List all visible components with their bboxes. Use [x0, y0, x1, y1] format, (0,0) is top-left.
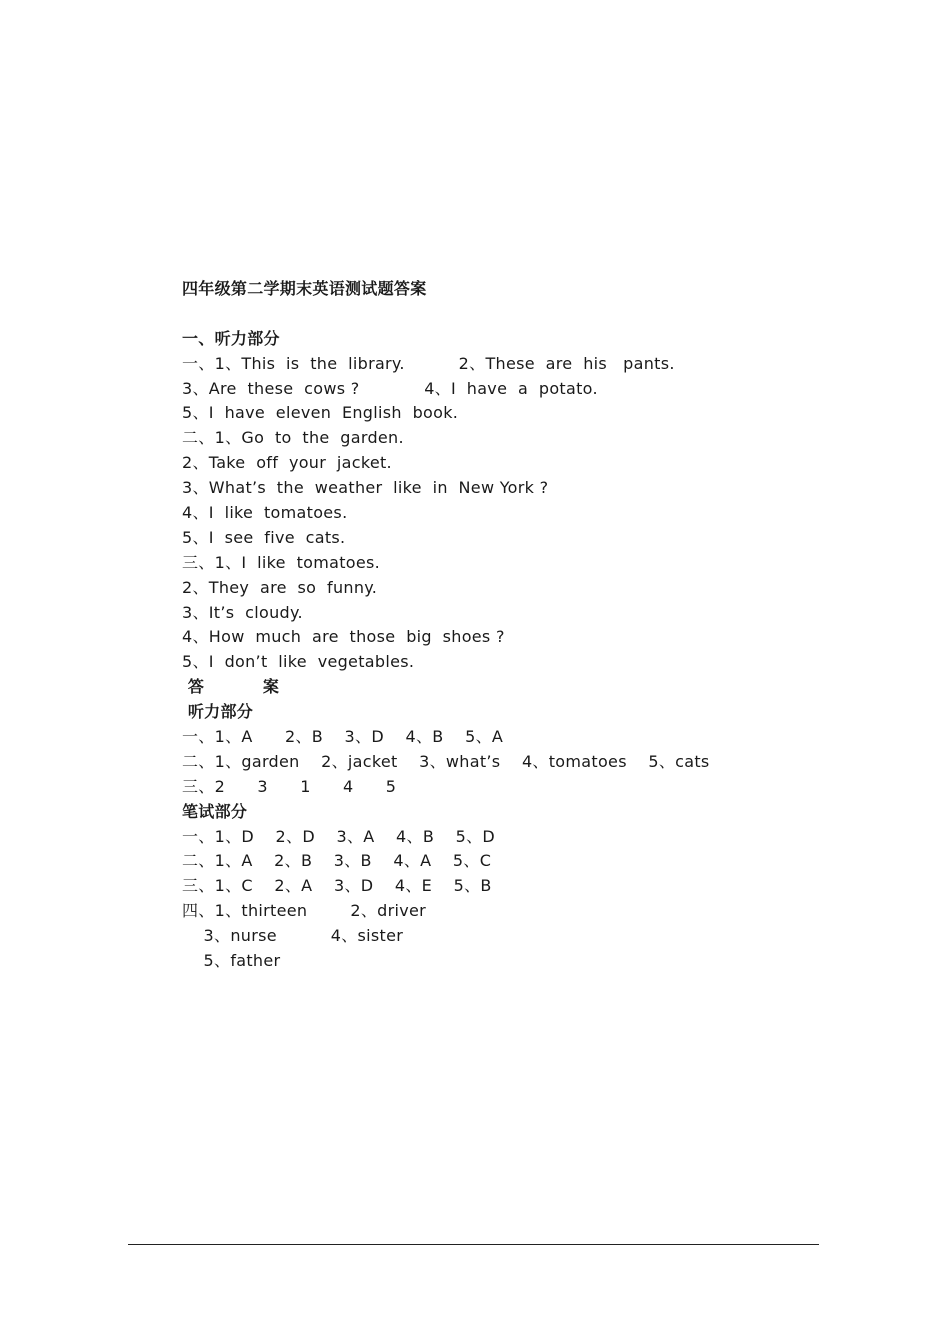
blank-line — [182, 302, 822, 327]
listening-line: 2、Take off your jacket. — [182, 453, 392, 473]
document-title: 四年级第二学期末英语测试题答案 — [182, 279, 427, 298]
answer-line: 二、1、garden 2、jacket 3、what’s 4、tomatoes 5、cats — [182, 751, 710, 771]
listening-line: 5、I see five cats. — [182, 527, 346, 547]
answer-line: 一、1、A 2、B 3、D 4、B 5、A — [182, 727, 504, 747]
listening-line: 5、I don’t like vegetables. — [182, 652, 415, 672]
listening-line: 3、What’s the weather like in New York ? — [182, 478, 549, 498]
answers-heading: 答 案 — [182, 677, 280, 697]
written-heading: 笔试部分 — [182, 801, 248, 821]
listening-line: 三、1、I like tomatoes. — [182, 552, 381, 572]
listening-line: 5、I have eleven English book. — [182, 403, 459, 423]
listening-line: 4、I like tomatoes. — [182, 503, 348, 523]
listening-line: 一、1、This is the library. 2、These are his pants. — [182, 353, 675, 373]
answer-line: 三、2 3 1 4 5 — [182, 776, 397, 796]
listening-line: 二、1、Go to the garden. — [182, 428, 404, 448]
answer-line: 二、1、A 2、B 3、B 4、A 5、C — [182, 851, 492, 871]
answer-line: 3、nurse 4、sister — [182, 926, 404, 946]
section-heading-listening: 一、听力部分 — [182, 328, 280, 348]
document-body — [182, 277, 822, 974]
listening-line: 2、They are so funny. — [182, 577, 378, 597]
answer-line: 一、1、D 2、D 3、A 4、B 5、D — [182, 826, 496, 846]
answers-listening-heading: 听力部分 — [182, 702, 254, 722]
listening-line: 4、How much are those big shoes ? — [182, 627, 505, 647]
answer-line: 5、father — [182, 951, 281, 971]
listening-line: 3、It’s cloudy. — [182, 602, 303, 622]
answer-line: 三、1、C 2、A 3、D 4、E 5、B — [182, 876, 492, 896]
answer-line: 四、1、thirteen 2、driver — [182, 901, 427, 921]
listening-line: 3、Are these cows ? 4、I have a potato. — [182, 378, 598, 398]
footer-rule — [128, 1244, 819, 1245]
